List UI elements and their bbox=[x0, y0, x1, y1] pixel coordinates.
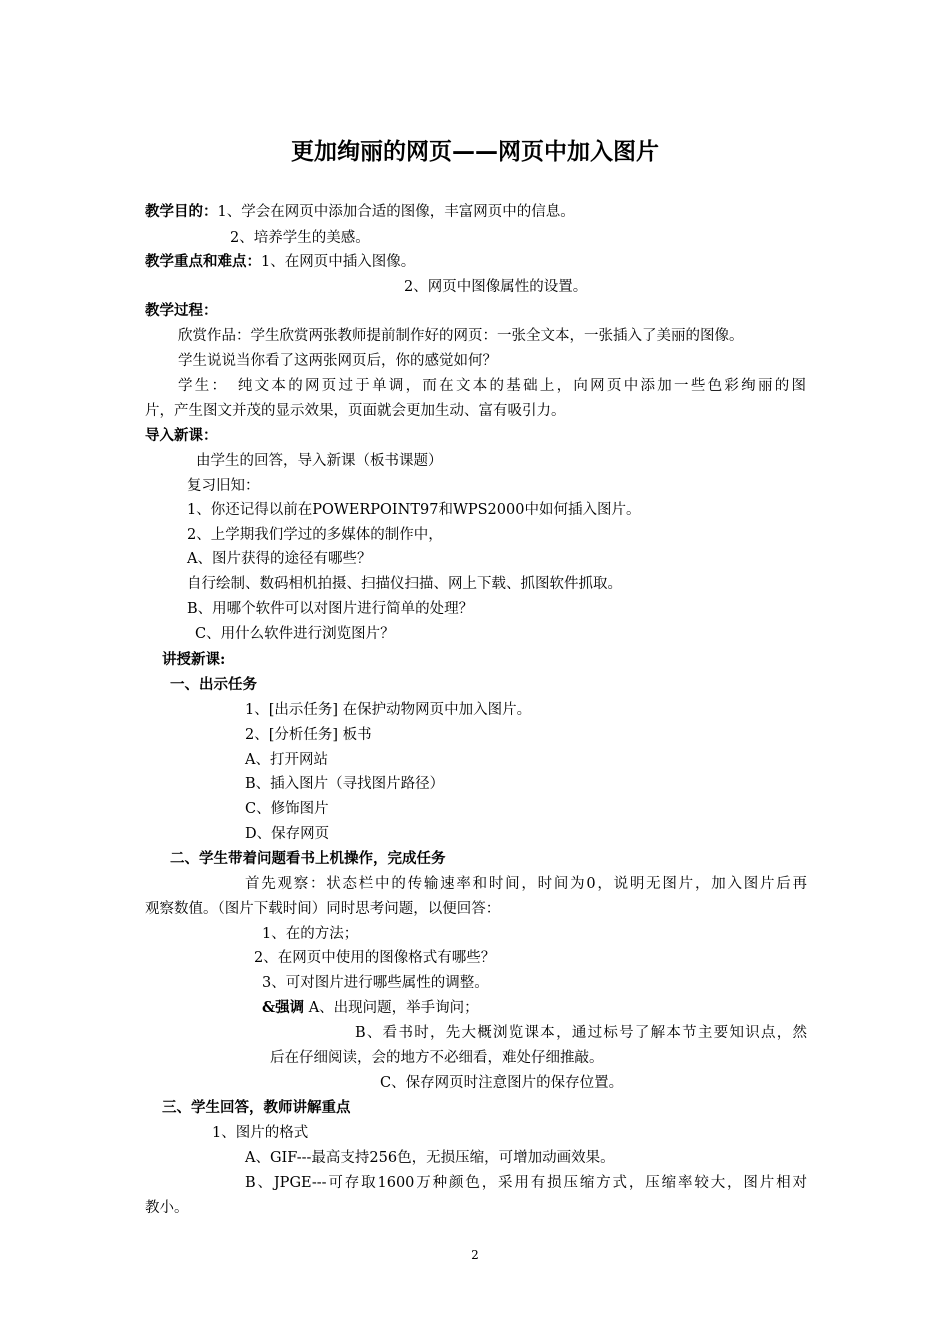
intro-line-2: 复习旧知： bbox=[187, 478, 260, 494]
process-paragraph-1: 欣赏作品：学生欣赏两张教师提前制作好的网页：一张全文本，一张插入了美丽的图像。 bbox=[178, 328, 744, 344]
intro-label: 导入新课： bbox=[145, 427, 218, 444]
section-3-line-2: A、GIF---最高支持256色，无损压缩，可增加动画效果。 bbox=[245, 1150, 615, 1166]
section-2-paragraph-line-1: 首先观察：状态栏中的传输速率和时间，时间为0，说明无图片，加入图片后再 bbox=[245, 876, 807, 892]
section-2-question-1: 1、在的方法； bbox=[262, 926, 359, 942]
section-2-heading: 二、学生带着问题看书上机操作，完成任务 bbox=[170, 850, 446, 867]
process-paragraph-2: 学生说说当你看了这两张网页后，你的感觉如何？ bbox=[178, 353, 497, 369]
key-point-item-2: 2、网页中图像属性的设置。 bbox=[404, 279, 588, 295]
section-3-line-4: 教小。 bbox=[145, 1200, 189, 1216]
emphasis-item-c: C、保存网页时注意图片的保存位置。 bbox=[380, 1075, 624, 1091]
section-1-heading: 一、出示任务 bbox=[170, 676, 257, 693]
teach-label: 讲授新课: bbox=[162, 651, 226, 668]
process-label: 教学过程： bbox=[145, 302, 218, 319]
intro-line-8: C、用什么软件进行浏览图片？ bbox=[195, 626, 395, 642]
teaching-goal-label: 教学目的： bbox=[145, 203, 218, 220]
page-number: 2 bbox=[471, 1248, 479, 1262]
teaching-goal-item-2: 2、培养学生的美感。 bbox=[230, 230, 370, 246]
key-points-row bbox=[145, 252, 415, 272]
intro-line-7: B、用哪个软件可以对图片进行简单的处理？ bbox=[187, 601, 474, 617]
key-points-label: 教学重点和难点： bbox=[145, 253, 261, 270]
section-1-line-3: A、打开网站 bbox=[245, 752, 328, 768]
section-2-question-3: 3、可对图片进行哪些属性的调整。 bbox=[262, 975, 489, 991]
section-1-line-1: 1、[出示任务] 在保护动物网页中加入图片。 bbox=[245, 702, 532, 718]
section-1-line-5: C、修饰图片 bbox=[245, 801, 329, 817]
key-point-item-1: 1、在网页中插入图像。 bbox=[261, 254, 416, 270]
section-3-line-1: 1、图片的格式 bbox=[212, 1125, 309, 1141]
emphasis-label: &强调 bbox=[262, 999, 305, 1016]
section-1-line-2: 2、[分析任务] 板书 bbox=[245, 727, 372, 743]
emphasis-item-b-line-2: 后在仔细阅读，会的地方不必细看，难处仔细推敲。 bbox=[270, 1050, 604, 1066]
teaching-goal-row bbox=[145, 202, 575, 222]
section-1-line-4: B、插入图片（寻找图片路径） bbox=[245, 776, 445, 792]
emphasis-item-b-line-1: B、看书时，先大概浏览课本，通过标号了解本节主要知识点，然 bbox=[355, 1025, 807, 1041]
section-2-question-2: 2、在网页中使用的图像格式有哪些？ bbox=[254, 950, 496, 966]
teaching-goal-item-1: 1、学会在网页中添加合适的图像，丰富网页中的信息。 bbox=[217, 204, 575, 220]
section-3-line-3: B、JPGE---可存取1600万种颜色，采用有损压缩方式，压缩率较大，图片相对 bbox=[245, 1175, 807, 1191]
intro-line-1: 由学生的回答，导入新课（板书课题） bbox=[196, 453, 443, 469]
section-1-line-6: D、保存网页 bbox=[245, 826, 330, 842]
intro-line-4: 2、上学期我们学过的多媒体的制作中， bbox=[187, 527, 443, 543]
document-title: 更加绚丽的网页——网页中加入图片 bbox=[291, 139, 659, 165]
emphasis-row bbox=[262, 998, 479, 1018]
emphasis-item-a: A、出现问题，举手询问； bbox=[308, 1000, 479, 1016]
intro-line-3: 1、你还记得以前在POWERPOINT97和WPS2000中如何插入图片。 bbox=[187, 502, 641, 518]
intro-line-5: A、图片获得的途径有哪些？ bbox=[187, 551, 372, 567]
intro-line-6: 自行绘制、数码相机拍摄、扫描仪扫描、网上下载、抓图软件抓取。 bbox=[187, 576, 622, 592]
process-paragraph-3-line-1: 学生： 纯文本的网页过于单调，而在文本的基础上，向网页中添加一些色彩绚丽的图 bbox=[178, 378, 806, 394]
section-2-paragraph-line-2: 观察数值。（图片下载时间）同时思考问题，以便回答： bbox=[145, 901, 501, 917]
process-paragraph-3-line-2: 片，产生图文并茂的显示效果，页面就会更加生动、富有吸引力。 bbox=[145, 403, 566, 419]
section-3-heading: 三、学生回答，教师讲解重点 bbox=[162, 1099, 351, 1116]
